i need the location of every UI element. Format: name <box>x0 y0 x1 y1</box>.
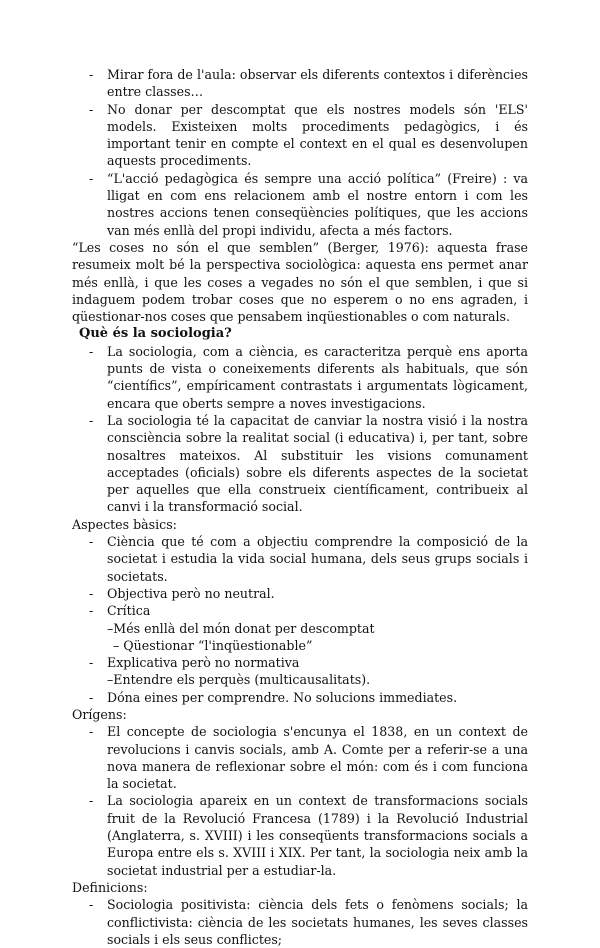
list-item <box>72 654 528 671</box>
list-item <box>72 101 528 170</box>
bullet-dash: - <box>89 534 94 550</box>
bullet-dash: - <box>89 585 94 601</box>
quote-paragraph: “Les coses no són el que semblen” (Berger, 1976): aquesta frase resumeix molt bé la perspectiva sociològica: aquesta ens permet anar més enllà, i que les coses a vegades no són el que semblen, i que si indaguem podem trobar coses que no esperem o no ens agraden, i qüestionar-nos coses que pensabem inqüestionables o com naturals. <box>72 239 528 325</box>
aspect-item-3: Crítica <box>107 603 151 619</box>
list-item <box>72 896 528 948</box>
bullet-dash: - <box>89 724 94 740</box>
bullet-dash: - <box>89 793 94 809</box>
list-item <box>72 66 528 101</box>
bullet-dash: - <box>89 170 94 186</box>
origins-item-2: La sociologia apareix en un context de transformacions socials fruit de la Revolució Francesa (1789) i la Revolució Industrial (Anglaterra, s. XVIII) i les conseqüents transformacions socials a Europa entre els s. XVIII i XIX. Per tant, la sociologia neix amb la societat industrial per a estudiar-la. <box>107 793 528 878</box>
list-item <box>72 533 528 585</box>
list-item <box>72 343 528 412</box>
bullet-dash: - <box>89 343 94 359</box>
bullet-dash: - <box>89 603 94 619</box>
list-item <box>72 602 528 619</box>
list-item <box>72 689 528 706</box>
list-item <box>72 723 528 792</box>
critica-sub-2: – Qüestionar “l'inqüestionable” <box>113 637 313 653</box>
intro-bullet-3: “L'acció pedagògica és sempre una acció política” (Freire) : va lligat en com ens relacionem amb el nostre entorn i com les nostres accions tenen conseqüències polítiques, que les accions van més enllà del propi individu, afecta a més factors. <box>107 170 528 238</box>
bullet-dash: - <box>89 101 94 117</box>
aspect-item-4: Explicativa però no normativa <box>107 655 300 671</box>
aspect-item-2: Objectiva però no neutral. <box>107 585 275 601</box>
origins-label: Orígens: <box>72 706 127 722</box>
bullet-dash: - <box>89 655 94 671</box>
origins-item-1: El concepte de sociologia s'encunya el 1838, en un context de revolucions i canvis socials, amb A. Comte per a referir-se a una nova manera de reflexionar sobre el món: com és i com funciona la societat. <box>107 724 528 792</box>
list-item <box>72 170 528 239</box>
aspects-label: Aspectes bàsics: <box>72 516 177 532</box>
aspect-item-1: Ciència que té com a objectiu comprendre la composició de la societat i estudia la vida social humana, dels seus grups socials i societats. <box>107 534 528 584</box>
what-bullet-2: La sociologia té la capacitat de canviar la nostra visió i la nostra consciència sobre la realitat social (i educativa) i, per tant, sobre nosaltres mateixos. Al substituir les visions comunament acceptades (oficials) sobre els diferents aspectes de la societat per aquelles que ella construeix científicament, contribueix al canvi i la transformació social. <box>107 412 528 515</box>
definitions-item-1: Sociologia positivista: ciència dels fets o fenòmens socials; la conflictivista: ciència de les societats humanes, les seves classes socials i els seus conflictes; <box>107 897 528 947</box>
intro-bullet-1: Mirar fora de l'aula: observar els diferents contextos i diferències entre classes… <box>107 67 528 100</box>
bullet-dash: - <box>89 689 94 705</box>
bullet-dash: - <box>89 67 94 82</box>
intro-bullet-2: No donar per descomptat que els nostres models són 'ELS' models. Existeixen molts procediments pedagògics, i és important tenir en compte el context en el qual es desenvolupen aquests procediments. <box>107 101 528 169</box>
list-item <box>72 792 528 878</box>
bullet-dash: - <box>89 897 94 913</box>
list-item <box>72 412 528 516</box>
explicativa-sub: –Entendre els perquès (multicausalitats). <box>107 672 371 688</box>
bullet-dash: - <box>89 412 94 428</box>
aspect-item-5: Dóna eines per comprendre. No solucions immediates. <box>107 689 458 705</box>
list-item <box>72 585 528 602</box>
section-heading: Què és la sociologia? <box>79 326 232 342</box>
what-bullet-1: La sociologia, com a ciència, es caracteritza perquè ens aporta punts de vista o coneixements diferents als habituals, que són “científics”, empíricament contrastats i argumentats lògicament, encara que oberts sempre a noves investigacions. <box>107 343 528 411</box>
definitions-label: Definicions: <box>72 879 148 895</box>
critica-sub-1: –Més enllà del món donat per descomptat <box>107 620 375 636</box>
